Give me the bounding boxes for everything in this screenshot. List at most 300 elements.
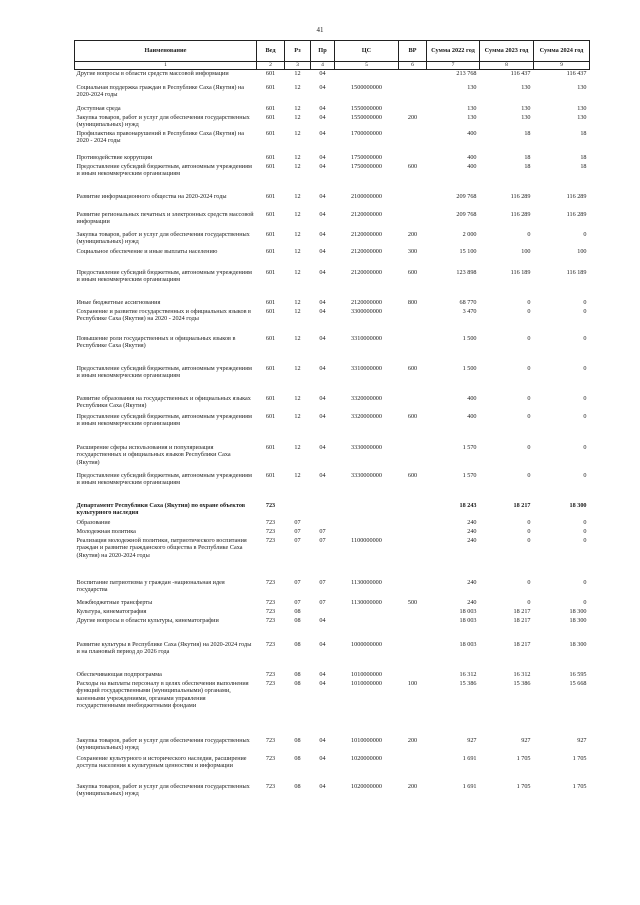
row-sum-2022: 240	[467, 579, 477, 586]
row-sum-2022: 400	[467, 413, 477, 420]
row-ved: 723	[265, 617, 276, 624]
row-rz: 12	[294, 365, 301, 372]
row-sum-2023: 0	[527, 395, 531, 402]
col-number: 7	[427, 62, 480, 70]
row-sum-2024: 18	[580, 154, 587, 161]
row-sum-2022: 400	[467, 395, 477, 402]
row-ved: 723	[265, 755, 276, 762]
header-row	[75, 41, 590, 62]
row-ved: 601	[265, 472, 276, 479]
row-sum-2024: 0	[583, 413, 587, 420]
row-vr	[399, 395, 427, 413]
row-cs: 3330000000	[351, 472, 382, 479]
row-pr: 04	[319, 395, 326, 402]
row-name: Предоставление субсидий бюджетным, автономным учреждениям и иным некоммерческим организациям	[76, 163, 252, 178]
row-rz: 12	[294, 248, 301, 255]
row-sum-2024: 116 189	[566, 269, 587, 276]
row-cs: 2100000000	[351, 193, 382, 200]
table-row	[75, 472, 590, 502]
row-cs: 2120000000	[351, 211, 382, 218]
row-sum-2022: 18 003	[459, 617, 477, 624]
row-name: Социальная поддержка граждан в Республике Саха (Якутия) на 2020-2024 годы	[76, 84, 244, 99]
row-vr	[399, 211, 427, 231]
row-ved: 601	[265, 444, 276, 451]
table-row	[75, 502, 590, 519]
row-sum-2023: 927	[521, 737, 531, 744]
table-row	[75, 335, 590, 365]
table-row	[75, 608, 590, 617]
row-pr: 04	[319, 154, 326, 161]
table-row	[75, 269, 590, 299]
table-row	[75, 579, 590, 599]
row-sum-2024: 116 289	[566, 193, 587, 200]
row-sum-2024: 0	[583, 528, 587, 535]
table-row	[75, 130, 590, 154]
row-rz: 08	[294, 617, 301, 624]
row-cs: 1550000000	[351, 114, 382, 121]
row-sum-2022: 130	[467, 84, 477, 91]
row-sum-2023: 116 289	[510, 211, 531, 218]
row-ved: 601	[265, 130, 276, 137]
row-pr: 04	[319, 308, 326, 315]
row-vr	[399, 579, 427, 599]
row-sum-2023: 0	[527, 299, 531, 306]
row-vr	[399, 105, 427, 114]
row-sum-2023: 15 386	[513, 680, 531, 687]
row-sum-2022: 400	[467, 163, 477, 170]
row-vr: 300	[407, 248, 418, 255]
row-name: Закупка товаров, работ и услуг для обеспечения государственных (муниципальных) нужд	[76, 231, 250, 246]
row-vr	[399, 528, 427, 537]
row-cs	[335, 617, 399, 641]
row-sum-2022: 240	[467, 528, 477, 535]
row-name: Предоставление субсидий бюджетным, автономным учреждениям и иным некоммерческим организациям	[76, 269, 252, 284]
row-sum-2023: 0	[527, 365, 531, 372]
row-pr: 04	[319, 671, 326, 678]
row-rz: 12	[294, 114, 301, 121]
row-rz: 12	[294, 154, 301, 161]
row-pr: 07	[319, 537, 326, 544]
row-cs	[335, 502, 399, 519]
row-pr: 04	[319, 783, 326, 790]
row-rz: 08	[294, 680, 301, 687]
row-rz: 12	[294, 269, 301, 276]
row-cs	[335, 519, 399, 528]
row-pr: 04	[319, 193, 326, 200]
row-pr: 04	[319, 444, 326, 451]
row-sum-2024: 0	[583, 519, 587, 526]
row-cs	[335, 608, 399, 617]
row-cs: 1020000000	[351, 783, 382, 790]
row-sum-2023: 116 437	[510, 70, 531, 77]
row-ved: 601	[265, 365, 276, 372]
row-ved: 601	[265, 163, 276, 170]
row-cs: 3320000000	[351, 413, 382, 420]
row-vr	[399, 608, 427, 617]
col-header-sum-2022: Сумма 2022 год	[427, 41, 480, 62]
row-pr: 04	[319, 365, 326, 372]
row-sum-2024: 0	[583, 599, 587, 606]
row-vr: 600	[407, 163, 418, 170]
row-pr: 04	[319, 472, 326, 479]
col-header-sum-2024: Сумма 2024 год	[534, 41, 590, 62]
row-vr: 800	[407, 299, 418, 306]
row-sum-2023: 1 705	[516, 783, 531, 790]
row-sum-2022: 15 100	[459, 248, 477, 255]
row-name: Расширение сферы использования и популяризация государственных и официальных языков Республики Саха (Якутия)	[76, 444, 231, 466]
row-pr	[311, 502, 335, 519]
row-vr	[399, 641, 427, 671]
row-vr	[399, 537, 427, 579]
row-sum-2022: 1 691	[462, 783, 477, 790]
row-sum-2023: 0	[527, 231, 531, 238]
row-ved: 601	[265, 211, 276, 218]
row-cs: 2120000000	[351, 248, 382, 255]
row-name: Закупка товаров, работ и услуг для обеспечения государственных (муниципальных) нужд	[76, 114, 250, 129]
row-pr: 04	[319, 299, 326, 306]
table-row	[75, 599, 590, 608]
row-cs: 2120000000	[351, 269, 382, 276]
row-vr	[399, 617, 427, 641]
row-sum-2024: 0	[583, 579, 587, 586]
row-ved: 601	[265, 114, 276, 121]
row-name: Предоставление субсидий бюджетным, автономным учреждениям и иным некоммерческим организациям	[76, 472, 252, 487]
row-vr	[399, 519, 427, 528]
table-row	[75, 444, 590, 472]
row-cs: 1550000000	[351, 105, 382, 112]
table-row	[75, 519, 590, 528]
row-vr	[399, 130, 427, 154]
row-pr: 04	[319, 231, 326, 238]
row-vr: 200	[407, 231, 418, 238]
budget-table	[74, 40, 590, 800]
row-cs: 1010000000	[351, 737, 382, 744]
row-rz: 08	[294, 783, 301, 790]
col-header-ved: Вед	[257, 41, 285, 62]
table-row	[75, 680, 590, 737]
row-name: Развитие информационного общества на 2020-2024 годы	[76, 193, 227, 200]
row-rz: 07	[294, 519, 301, 526]
table-row	[75, 84, 590, 105]
row-rz: 12	[294, 444, 301, 451]
row-name: Профилактика правонарушений в Республике Саха (Якутия) на 2020 - 2024 годы	[76, 130, 244, 145]
row-sum-2024: 18 300	[569, 502, 587, 509]
row-ved: 723	[265, 599, 276, 606]
row-sum-2024: 116 437	[566, 70, 587, 77]
row-name: Предоставление субсидий бюджетным, автономным учреждениям и иным некоммерческим организациям	[76, 413, 252, 428]
row-ved: 723	[265, 537, 276, 544]
row-pr: 04	[319, 130, 326, 137]
row-name: Противодействие коррупции	[76, 154, 153, 161]
row-cs	[335, 70, 399, 85]
row-sum-2022: 1 691	[462, 755, 477, 762]
row-sum-2023: 0	[527, 444, 531, 451]
row-sum-2023: 16 312	[513, 671, 531, 678]
row-sum-2023: 0	[527, 579, 531, 586]
row-rz: 08	[294, 671, 301, 678]
row-rz: 12	[294, 413, 301, 420]
row-sum-2024: 18 300	[569, 641, 587, 648]
row-ved: 601	[265, 248, 276, 255]
row-cs: 3330000000	[351, 444, 382, 451]
row-sum-2024: 130	[577, 105, 587, 112]
row-sum-2023: 116 189	[510, 269, 531, 276]
row-rz: 12	[294, 299, 301, 306]
row-pr: 04	[319, 105, 326, 112]
row-rz: 12	[294, 395, 301, 402]
row-sum-2023: 0	[527, 308, 531, 315]
row-name: Развитие региональных печатных и электронных средств массовой информации	[76, 211, 254, 226]
row-ved: 723	[265, 783, 276, 790]
row-pr: 04	[319, 211, 326, 218]
row-vr: 200	[407, 114, 418, 121]
row-cs: 1130000000	[351, 599, 382, 606]
row-rz: 12	[294, 335, 301, 342]
row-cs: 3310000000	[351, 335, 382, 342]
table-row	[75, 783, 590, 800]
row-sum-2024: 18 300	[569, 617, 587, 624]
row-cs: 1010000000	[351, 671, 382, 678]
row-ved: 723	[265, 641, 276, 648]
row-rz: 07	[294, 528, 301, 535]
table-row	[75, 671, 590, 680]
table-row	[75, 193, 590, 211]
row-sum-2023: 0	[527, 472, 531, 479]
row-sum-2022: 130	[467, 105, 477, 112]
row-cs: 2120000000	[351, 299, 382, 306]
row-vr: 200	[407, 783, 418, 790]
row-name: Социальное обеспечение и иные выплаты населению	[76, 248, 218, 255]
row-name: Иные бюджетные ассигнования	[76, 299, 161, 306]
row-sum-2023: 18 217	[513, 608, 531, 615]
row-ved: 601	[265, 193, 276, 200]
table-row	[75, 395, 590, 413]
table-row	[75, 537, 590, 579]
row-rz: 08	[294, 641, 301, 648]
row-rz: 12	[294, 472, 301, 479]
row-sum-2023: 0	[527, 413, 531, 420]
row-sum-2022: 16 312	[459, 671, 477, 678]
row-pr: 04	[319, 163, 326, 170]
row-sum-2023: 18	[524, 154, 531, 161]
row-ved: 601	[265, 154, 276, 161]
row-pr: 04	[319, 269, 326, 276]
row-rz	[285, 502, 311, 519]
col-number: 8	[480, 62, 534, 70]
row-pr: 04	[319, 84, 326, 91]
row-cs: 2120000000	[351, 231, 382, 238]
row-ved: 601	[265, 335, 276, 342]
row-sum-2022: 2 000	[462, 231, 477, 238]
row-sum-2022: 1 570	[462, 444, 477, 451]
row-vr	[399, 193, 427, 211]
row-name: Другие вопросы в области средств массовой информации	[76, 70, 229, 77]
col-number: 6	[399, 62, 427, 70]
row-name: Повышение роли государственных и официальных языков в Республике Саха (Якутия)	[76, 335, 236, 350]
table-row	[75, 231, 590, 248]
row-sum-2024: 0	[583, 537, 587, 544]
row-ved: 601	[265, 299, 276, 306]
row-vr: 600	[407, 413, 418, 420]
row-rz: 08	[294, 737, 301, 744]
row-sum-2023: 130	[521, 105, 531, 112]
col-header-name: Наименование	[75, 41, 257, 62]
row-cs: 3310000000	[351, 365, 382, 372]
row-sum-2023: 18 217	[513, 617, 531, 624]
row-name: Культура, кинематография	[76, 608, 147, 615]
row-pr: 04	[319, 413, 326, 420]
table-row	[75, 641, 590, 671]
row-rz: 12	[294, 130, 301, 137]
row-vr: 200	[407, 737, 418, 744]
row-pr: 04	[319, 755, 326, 762]
row-sum-2022: 18 003	[459, 608, 477, 615]
row-pr: 04	[319, 70, 326, 77]
row-name: Развитие культуры в Республике Саха (Якутия) на 2020-2024 годы и на плановый период до 2026 года	[76, 641, 252, 656]
table-row	[75, 413, 590, 444]
col-number: 1	[75, 62, 257, 70]
table-row	[75, 105, 590, 114]
col-number: 9	[534, 62, 590, 70]
row-sum-2024: 1 705	[572, 783, 587, 790]
row-name: Реализация молодежной политики, патриотического воспитания граждан и развитие гражданского общества в Республике Саха (Якутия) на 2020-2024 годы	[76, 537, 247, 559]
col-number: 2	[257, 62, 285, 70]
row-sum-2022: 240	[467, 599, 477, 606]
row-name: Закупка товаров, работ и услуг для обеспечения государственных (муниципальных) нужд	[76, 783, 250, 798]
row-ved: 723	[265, 608, 276, 615]
table-row	[75, 737, 590, 755]
row-sum-2022: 18 243	[459, 502, 477, 509]
row-name: Доступная среда	[76, 105, 121, 112]
row-sum-2024: 15 668	[569, 680, 587, 687]
row-sum-2023: 18	[524, 163, 531, 170]
row-pr: 04	[319, 641, 326, 648]
row-cs	[335, 528, 399, 537]
table-body	[75, 70, 590, 801]
row-sum-2022: 240	[467, 519, 477, 526]
row-ved: 723	[265, 502, 276, 509]
row-vr	[399, 70, 427, 85]
row-sum-2023: 116 289	[510, 193, 531, 200]
table-row	[75, 617, 590, 641]
row-sum-2022: 240	[467, 537, 477, 544]
row-vr	[399, 671, 427, 680]
row-ved: 601	[265, 413, 276, 420]
row-rz: 12	[294, 211, 301, 218]
row-vr: 500	[407, 599, 418, 606]
row-ved: 601	[265, 308, 276, 315]
row-sum-2024: 18	[580, 163, 587, 170]
row-pr: 07	[319, 599, 326, 606]
row-name: Закупка товаров, работ и услуг для обеспечения государственных (муниципальных) нужд	[76, 737, 250, 752]
col-header-vr: ВР	[399, 41, 427, 62]
row-rz: 12	[294, 163, 301, 170]
row-name: Расходы на выплаты персоналу в целях обеспечения выполнения функций государственными (муниципальными) органами, казенными учреждениями, органами управления государственными внебюджетными фондами	[76, 680, 249, 709]
row-pr: 04	[319, 248, 326, 255]
row-rz: 12	[294, 308, 301, 315]
row-sum-2022: 209 768	[456, 211, 477, 218]
row-pr: 04	[319, 680, 326, 687]
row-pr: 04	[319, 335, 326, 342]
row-sum-2023: 0	[527, 335, 531, 342]
row-vr: 600	[407, 472, 418, 479]
row-sum-2024: 18	[580, 130, 587, 137]
row-sum-2023: 0	[527, 528, 531, 535]
row-rz: 12	[294, 70, 301, 77]
row-sum-2023: 0	[527, 519, 531, 526]
col-header-cs: ЦС	[335, 41, 399, 62]
table-row	[75, 248, 590, 269]
row-name: Другие вопросы в области культуры, кинематографии	[76, 617, 219, 624]
row-sum-2022: 123 898	[456, 269, 477, 276]
row-ved: 723	[265, 579, 276, 586]
row-sum-2022: 927	[467, 737, 477, 744]
row-sum-2022: 1 570	[462, 472, 477, 479]
table-row	[75, 114, 590, 130]
row-pr	[311, 519, 335, 528]
row-cs: 1750000000	[351, 163, 382, 170]
row-sum-2023: 18	[524, 130, 531, 137]
table-row	[75, 154, 590, 163]
row-pr: 07	[319, 528, 326, 535]
row-sum-2022: 1 500	[462, 365, 477, 372]
row-cs: 1010000000	[351, 680, 382, 687]
row-sum-2024: 0	[583, 299, 587, 306]
row-vr: 600	[407, 269, 418, 276]
row-sum-2024: 130	[577, 114, 587, 121]
row-vr	[399, 335, 427, 365]
row-vr	[399, 84, 427, 105]
row-sum-2024: 130	[577, 84, 587, 91]
col-header-rz: Рз	[285, 41, 311, 62]
table-row	[75, 308, 590, 335]
row-rz: 08	[294, 608, 301, 615]
row-sum-2023: 18 217	[513, 641, 531, 648]
row-sum-2024: 0	[583, 335, 587, 342]
row-rz: 07	[294, 579, 301, 586]
row-ved: 601	[265, 70, 276, 77]
row-cs: 1700000000	[351, 130, 382, 137]
row-cs: 1020000000	[351, 755, 382, 762]
row-sum-2023: 1 705	[516, 755, 531, 762]
row-ved: 601	[265, 231, 276, 238]
table-row	[75, 163, 590, 193]
row-rz: 12	[294, 84, 301, 91]
row-sum-2022: 130	[467, 114, 477, 121]
row-cs: 1500000000	[351, 84, 382, 91]
row-cs: 3320000000	[351, 395, 382, 402]
row-ved: 723	[265, 671, 276, 678]
row-sum-2023: 100	[521, 248, 531, 255]
row-sum-2024: 116 289	[566, 211, 587, 218]
row-sum-2024: 0	[583, 231, 587, 238]
row-vr: 600	[407, 365, 418, 372]
row-rz: 12	[294, 231, 301, 238]
row-name: Сохранение культурного и исторического наследия, расширение доступа населения к культурным ценностям и информации	[76, 755, 247, 770]
row-rz: 07	[294, 537, 301, 544]
table-row	[75, 755, 590, 783]
row-name: Развитие образования на государственных и официальных языках Республики Саха (Якутия)	[76, 395, 251, 410]
row-sum-2022: 68 770	[459, 299, 477, 306]
row-sum-2024: 0	[583, 365, 587, 372]
row-name: Молодежная политика	[76, 528, 136, 535]
row-name: Межбюджетные трансферты	[76, 599, 153, 606]
row-name: Сохранение и развитие государственных и официальных языков в Республике Саха (Якутия) на 2020 - 2024 годы	[76, 308, 251, 323]
row-name: Образование	[76, 519, 111, 526]
row-sum-2022: 1 500	[462, 335, 477, 342]
row-sum-2024: 18 300	[569, 608, 587, 615]
row-ved: 601	[265, 269, 276, 276]
